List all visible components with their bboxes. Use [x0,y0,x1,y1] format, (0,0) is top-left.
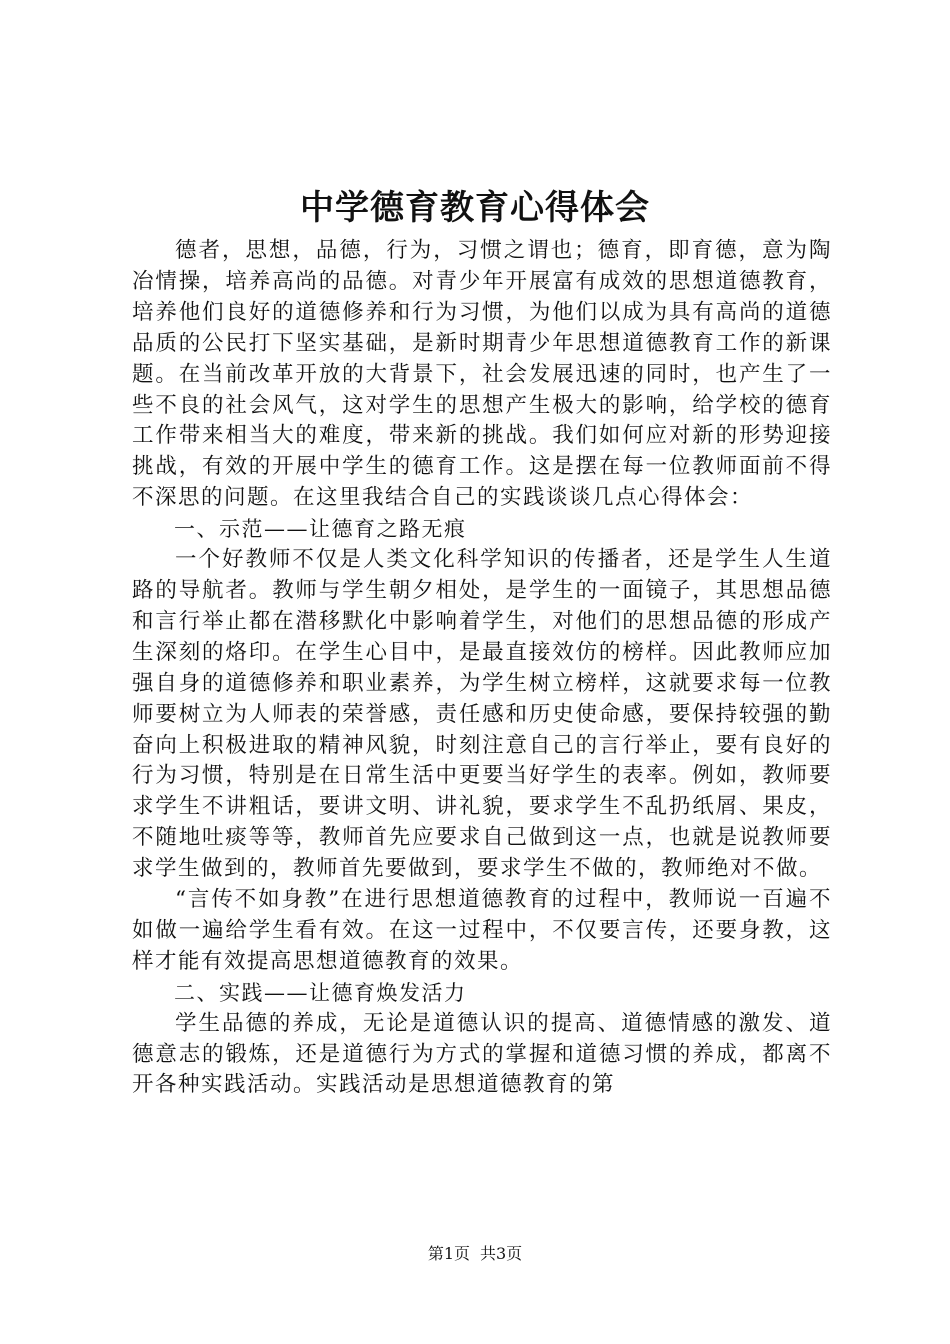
document-body [132,236,832,1101]
page-total: 共3页 [480,1244,523,1263]
section-heading-1: 一、示范——让德育之路无痕 [174,517,467,542]
page-number: 第1页 [427,1244,470,1263]
paragraph-practice: 学生品德的养成，无论是道德认识的提高、道德情感的激发、道德意志的锻炼，还是道德行为方式的掌握和道德习惯的养成，都离不开各种实践活动。实践活动是思想道德教育的第 [132,1010,832,1098]
page-footer [0,1243,950,1265]
paragraph-intro: 德者，思想，品德，行为，习惯之谓也；德育，即育德，意为陶冶情操，培养高尚的品德。对青少年开展富有成效的思想道德教育，培养他们良好的道德修养和行为习惯，为他们以成为具有高尚的道德品质的公民打下坚实基础，是新时期青少年思想道德教育工作的新课题。在当前改革开放的大背景下，社会发展迅速的同时，也产生了一些不良的社会风气，这对学生的思想产生极大的影响，给学校的德育工作带来相当大的难度，带来新的挑战。我们如何应对新的形势迎接挑战，有效的开展中学生的德育工作。这是摆在每一位教师面前不得不深思的问题。在这里我结合自己的实践谈谈几点心得体会： [132,238,832,511]
paragraph-role-model: 一个好教师不仅是人类文化科学知识的传播者，还是学生人生道路的导航者。教师与学生朝夕相处，是学生的一面镜子，其思想品德和言行举止都在潜移默化中影响着学生，对他们的思想品德的形成产生深刻的烙印。在学生心目中，是最直接效仿的榜样。因此教师应加强自身的道德修养和职业素养，为学生树立榜样，这就要求每一位教师要树立为人师表的荣誉感，责任感和历史使命感，要保持较强的勤奋向上积极进取的精神风貌，时刻注意自己的言行举止，要有良好的行为习惯，特别是在日常生活中更要当好学生的表率。例如，教师要求学生不讲粗话，要讲文明、讲礼貌，要求学生不乱扔纸屑、果皮，不随地吐痰等等，教师首先应要求自己做到这一点，也就是说教师要求学生做到的，教师首先要做到，要求学生不做的，教师绝对不做。 [132,547,832,882]
document-title: 中学德育教育心得体会 [300,188,650,228]
section-heading-2: 二、实践——让德育焕发活力 [174,980,467,1005]
paragraph-teach-by-example: “言传不如身教”在进行思想道德教育的过程中，教师说一百遍不如做一遍给学生看有效。在这一过程中，不仅要言传，还要身教，这样才能有效提高思想道德教育的效果。 [132,887,832,974]
